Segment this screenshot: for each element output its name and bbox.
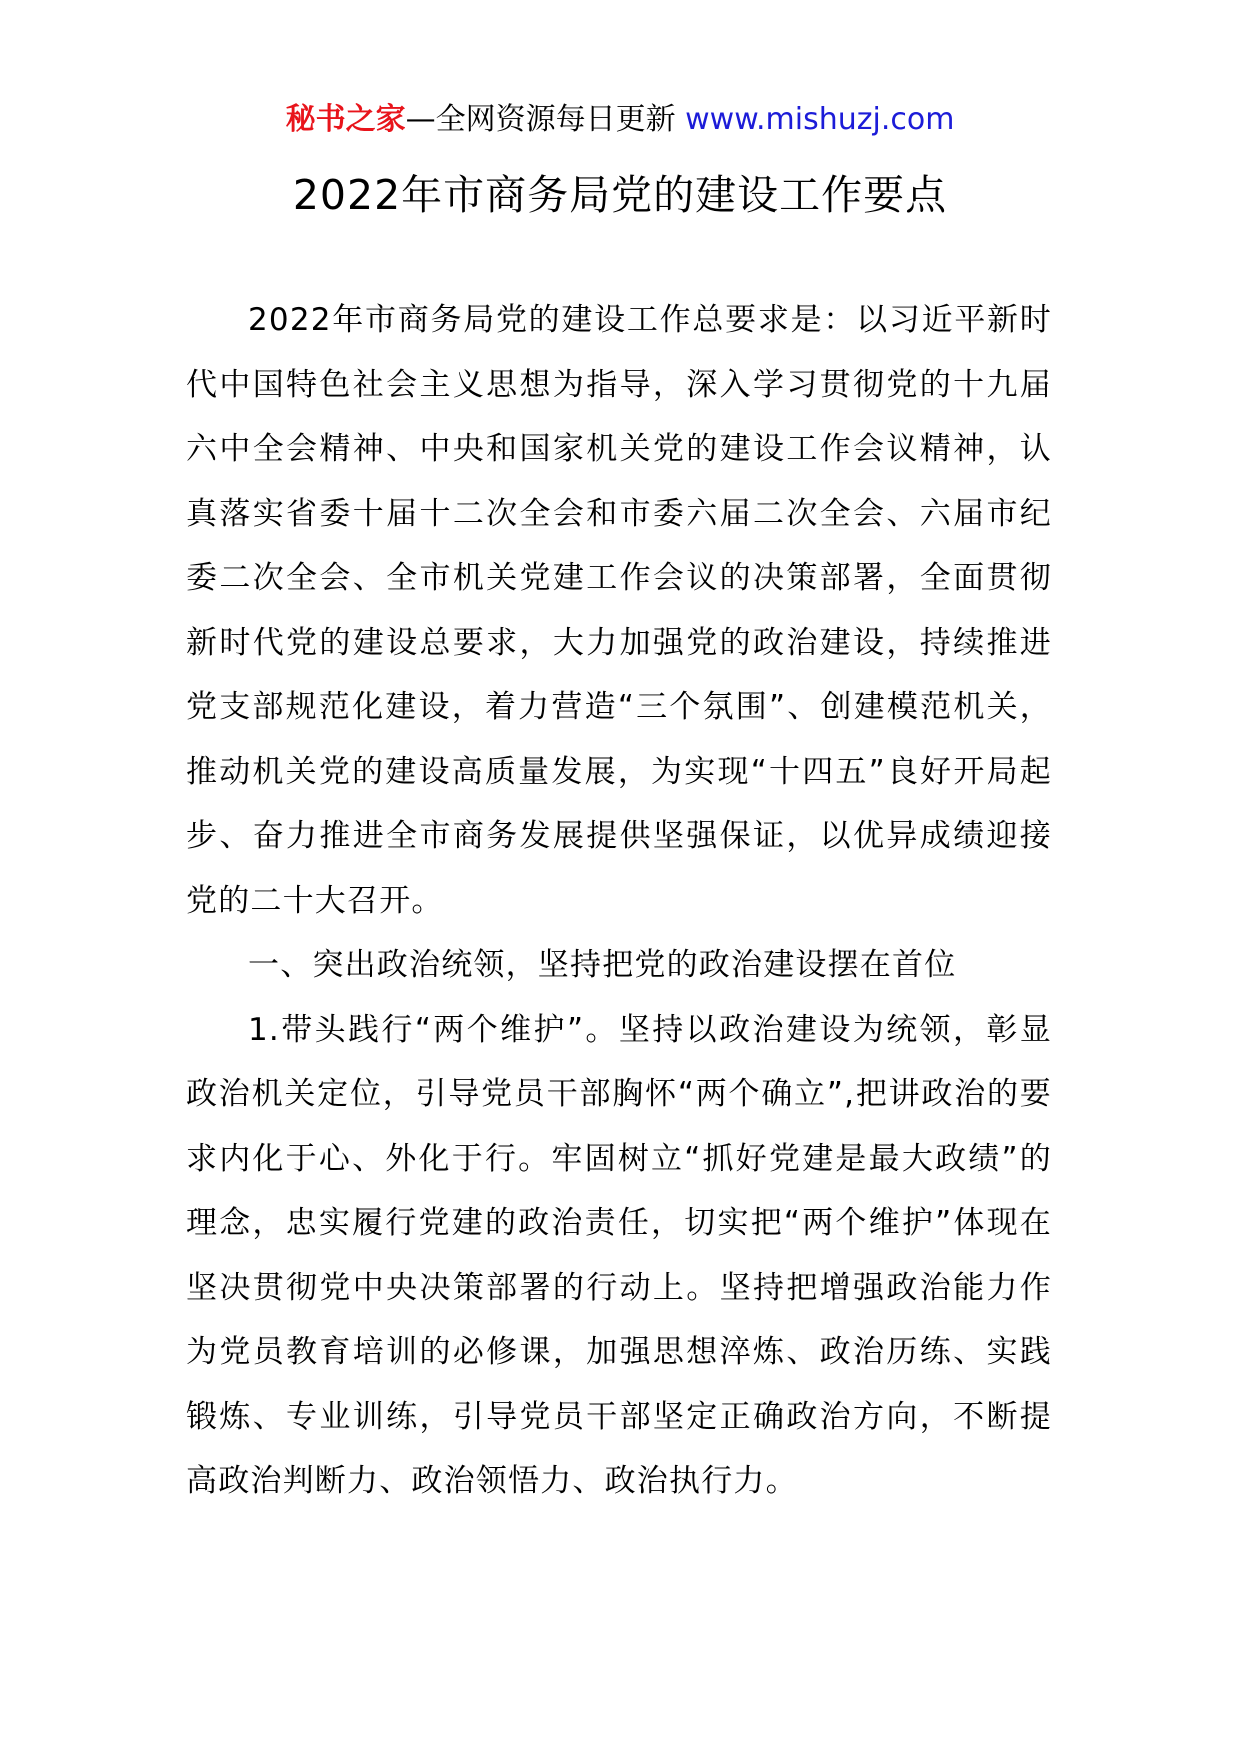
site-banner [0,98,1240,142]
brand-name: 秘书之家 [285,102,406,137]
section-heading: 一、突出政治统领，坚持把党的政治建设摆在首位 [248,947,957,983]
banner-slogan: —全网资源每日更新 [405,102,686,137]
document-body [186,288,1052,1514]
body-paragraph: 1.带头践行“两个维护”。坚持以政治建设为统领，彰显政治机关定位，引导党员干部胸怀“两个确立”,把讲政治的要求内化于心、外化于行。牢固树立“抓好党建是最大政绩”的理念，忠实履行党建的政治责任，切实把“两个维护”体现在坚决贯彻党中央决策部署的行动上。坚持把增强政治能力作为党员教育培训的必修课，加强思想淬炼、政治历练、实践锻炼、专业训练，引导党员干部坚定正确政治方向，不断提高政治判断力、政治领悟力、政治执行力。 [186,1011,1052,1499]
intro-paragraph: 2022年市商务局党的建设工作总要求是：以习近平新时代中国特色社会主义思想为指导，深入学习贯彻党的十九届六中全会精神、中央和国家机关党的建设工作会议精神，认真落实省委十届十二次全会和市委六届二次全会、六届市纪委二次全会、全市机关党建工作会议的决策部署，全面贯彻新时代党的建设总要求，大力加强党的政治建设，持续推进党支部规范化建设，着力营造“三个氛围”、创建模范机关，推动机关党的建设高质量发展，为实现“十四五”良好开局起步、奋力推进全市商务发展提供坚强保证，以优异成绩迎接党的二十大召开。 [186,302,1052,919]
site-url-link[interactable]: www.mishuzj.com [685,102,955,137]
document-title: 2022年市商务局党的建设工作要点 [292,171,948,219]
